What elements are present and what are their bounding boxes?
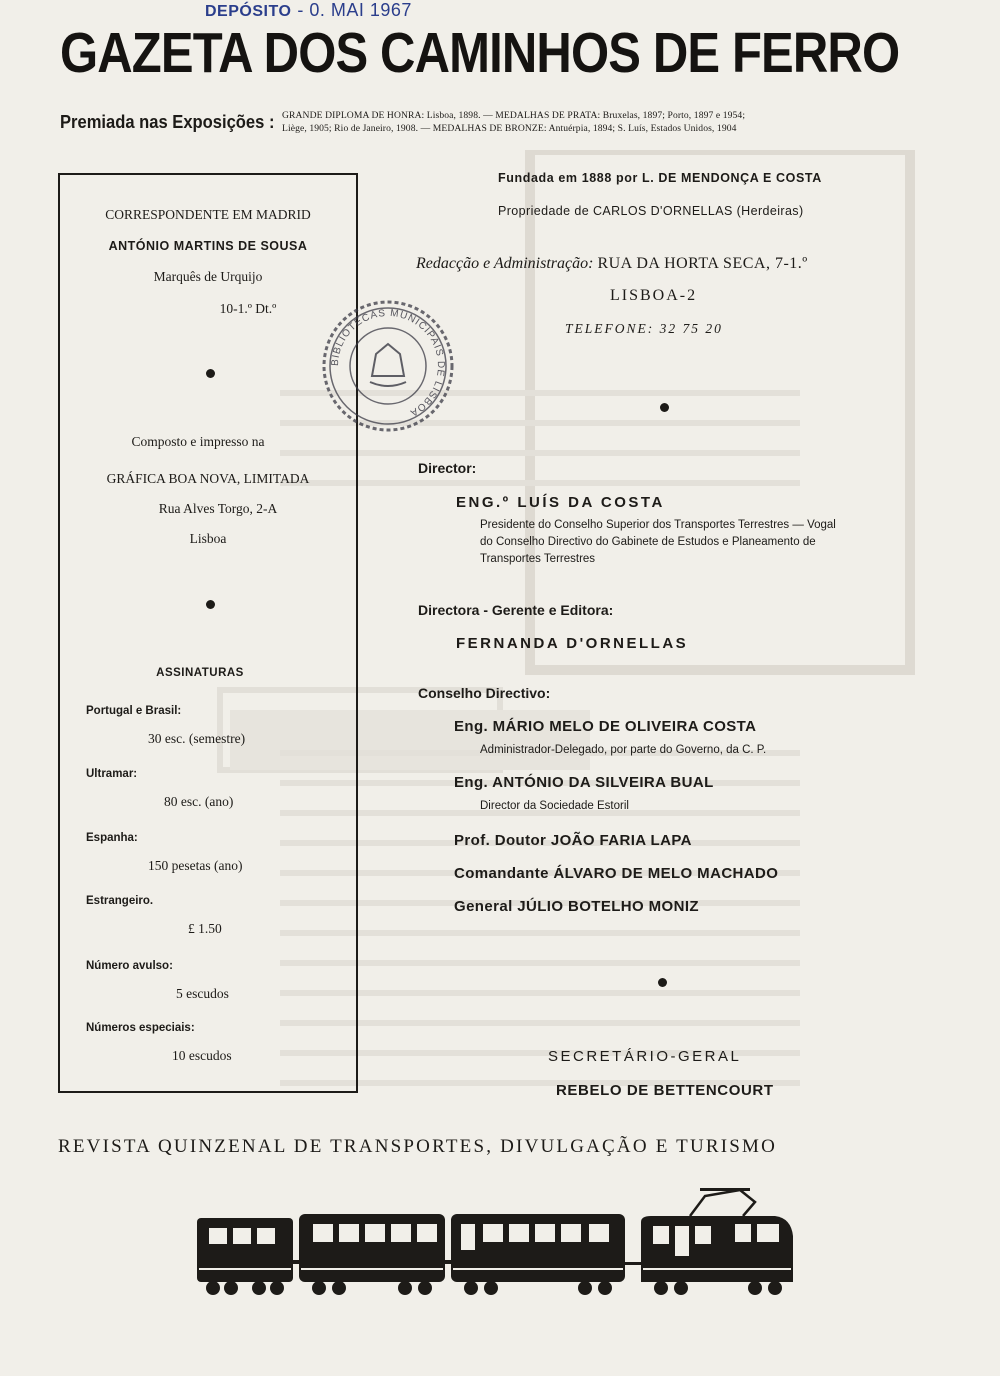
secretary-label: SECRETÁRIO-GERAL xyxy=(548,1048,742,1065)
directora-name: FERNANDA D'ORNELLAS xyxy=(456,635,689,652)
subscription-label: Portugal e Brasil: xyxy=(86,705,182,717)
subscription-label: Estrangeiro. xyxy=(86,895,154,907)
subscriptions-heading: ASSINATURAS xyxy=(156,667,244,679)
awards-lead: Premiada nas Exposições : xyxy=(60,112,275,132)
subscription-label: Espanha: xyxy=(86,832,138,844)
deposit-stamp-date: - 0. MAI 1967 xyxy=(297,0,412,20)
council-member-1: Eng. MÁRIO MELO DE OLIVEIRA COSTA xyxy=(454,718,757,735)
bullet-dot xyxy=(206,600,215,609)
subscription-label: Ultramar: xyxy=(86,768,138,780)
madrid-floor: 10-1.º Dt.º xyxy=(219,301,277,316)
subscription-value: 10 escudos xyxy=(172,1048,232,1063)
subscription-value: 30 esc. (semestre) xyxy=(148,731,246,746)
masthead-title: GAZETA DOS CAMINHOS DE FERRO xyxy=(60,21,900,85)
awards-line-2: Liège, 1905; Rio de Janeiro, 1908. — MEDALHAS DE BRONZE: Antuérpia, 1894; S. Luís, Estados Unidos, 1904 xyxy=(282,123,737,134)
seal-text: BIBLIOTECAS MUNICIPAIS DE LISBOA xyxy=(329,307,447,419)
council-label: Conselho Directivo: xyxy=(418,685,551,701)
subscription-value: 5 escudos xyxy=(176,986,229,1001)
director-label: Director: xyxy=(418,460,477,476)
train-illustration xyxy=(195,1188,795,1302)
magazine-subtitle: REVISTA QUINZENAL DE TRANSPORTES, DIVULGAÇÃO E TURISMO xyxy=(58,1136,778,1157)
bullet-dot xyxy=(660,403,669,412)
director-desc-2: do Conselho Directivo do Gabinete de Estudos e Planeamento de xyxy=(480,536,816,548)
deposit-stamp xyxy=(205,0,412,21)
library-seal xyxy=(320,298,456,434)
founded-line: Fundada em 1888 por L. DE MENDONÇA E COSTA xyxy=(498,171,822,185)
address-city: LISBOA-2 xyxy=(610,287,698,304)
printer-line: Composto e impresso na xyxy=(131,434,265,449)
deposit-stamp-label: DEPÓSITO xyxy=(205,3,292,20)
directora-label: Directora - Gerente e Editora: xyxy=(418,602,614,618)
subscription-value: 80 esc. (ano) xyxy=(164,794,234,809)
madrid-correspondent: ANTÓNIO MARTINS DE SOUSA xyxy=(108,239,308,253)
council-member-5: General JÚLIO BOTELHO MONIZ xyxy=(454,898,699,915)
bullet-dot xyxy=(658,978,667,987)
info-box xyxy=(58,173,358,1093)
subscription-label: Números especiais: xyxy=(86,1022,195,1034)
address-street: RUA DA HORTA SECA, 7-1.º xyxy=(597,255,808,272)
council-member-2-desc: Director da Sociedade Estoril xyxy=(480,800,629,812)
subscription-value: £ 1.50 xyxy=(188,921,222,936)
subscription-label: Número avulso: xyxy=(86,960,173,972)
secretary-name: REBELO DE BETTENCOURT xyxy=(556,1082,774,1099)
director-desc-3: Transportes Terrestres xyxy=(480,553,596,565)
director-desc-1: Presidente do Conselho Superior dos Transportes Terrestres — Vogal xyxy=(480,519,836,531)
awards-line-1: GRANDE DIPLOMA DE HONRA: Lisboa, 1898. — MEDALHAS DE PRATA: Bruxelas, 1897; Porto, 1897 e 1954; xyxy=(282,110,746,121)
property-line: Propriedade de CARLOS D'ORNELLAS (Herdeiras) xyxy=(498,204,804,218)
printer-company: GRÁFICA BOA NOVA, LIMITADA xyxy=(106,471,310,486)
address-line xyxy=(416,255,808,273)
council-member-2: Eng. ANTÓNIO DA SILVEIRA BUAL xyxy=(454,774,714,791)
telephone: TELEFONE: 32 75 20 xyxy=(565,321,723,336)
council-member-4: Comandante ÁLVARO DE MELO MACHADO xyxy=(454,865,779,882)
printer-city: Lisboa xyxy=(189,531,227,546)
director-name: ENG.º LUÍS DA COSTA xyxy=(456,494,665,511)
awards-lines xyxy=(282,109,912,135)
printer-street: Rua Alves Torgo, 2-A xyxy=(158,501,278,516)
council-member-3: Prof. Doutor JOÃO FARIA LAPA xyxy=(454,832,692,849)
madrid-heading: CORRESPONDENTE EM MADRID xyxy=(105,207,311,222)
madrid-street: Marquês de Urquijo xyxy=(153,269,263,284)
bullet-dot xyxy=(206,369,215,378)
address-label: Redacção e Administração: xyxy=(416,255,594,272)
subscription-value: 150 pesetas (ano) xyxy=(148,858,243,873)
council-member-1-desc: Administrador-Delegado, por parte do Governo, da C. P. xyxy=(480,744,767,756)
